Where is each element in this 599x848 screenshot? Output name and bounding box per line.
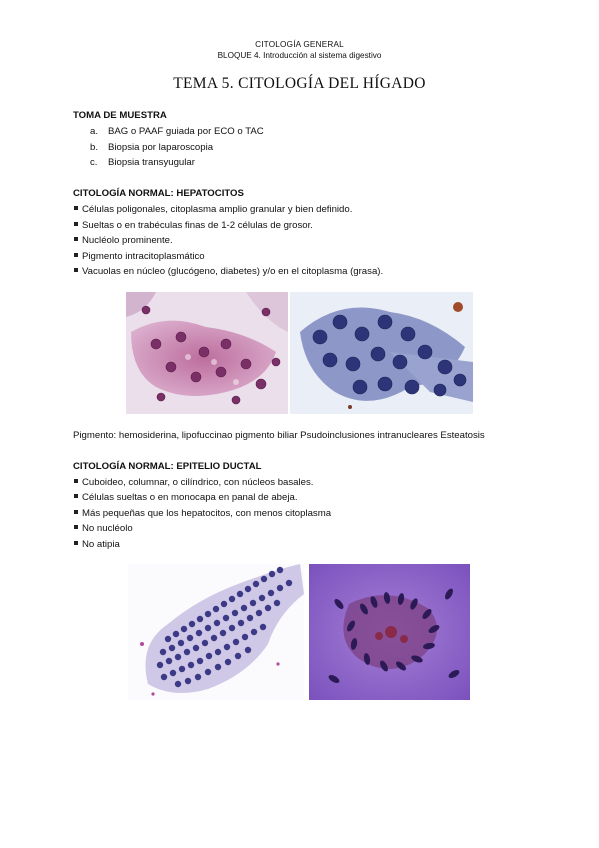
bullet-icon [74,268,78,272]
bullet-item [73,477,313,488]
bullet-item [73,508,331,519]
pigment-caption: Pigmento: hemosiderina, lipofuccinao pigmento biliar Psudoinclusiones intranucleares Esteatosis [73,430,485,441]
bullet-item [73,235,173,246]
bullet-icon [74,253,78,257]
bullet-item [73,539,120,550]
hepatocyte-micrograph-blue [290,292,473,414]
header-course: CITOLOGÍA GENERAL [255,40,344,49]
hepatocyte-micrograph-pink [126,292,288,414]
bullet-text: Células poligonales, citoplasma amplio granular y bien definido. [82,204,353,215]
bullet-item [73,204,352,215]
bullet-item [73,523,133,534]
bullet-icon [74,525,78,529]
section-heading-ductal: CITOLOGÍA NORMAL: EPITELIO DUCTAL [73,461,262,472]
bullet-icon [74,206,78,210]
bullet-text: Células sueltas o en monocapa en panal de abeja. [82,492,298,503]
list-marker: a. [90,126,99,137]
bullet-item [73,251,205,262]
list-text: Biopsia transyugular [108,157,195,168]
list-text: Biopsia por laparoscopia [108,142,214,153]
page-title: TEMA 5. CITOLOGÍA DEL HÍGADO [173,75,426,92]
bullet-text: Vacuolas en núcleo (glucógeno, diabetes) y/o en el citoplasma (grasa). [82,266,384,277]
bullet-item [73,266,383,277]
bullet-item [73,492,297,503]
header-block: BLOQUE 4. Introducción al sistema digestivo [217,51,382,60]
bullet-icon [74,510,78,514]
section-heading-hepatocitos: CITOLOGÍA NORMAL: HEPATOCITOS [73,188,244,199]
bullet-text: Nucléolo prominente. [82,235,173,246]
bullet-icon [74,222,78,226]
list-marker: c. [90,157,98,168]
bullet-text: No nucléolo [82,523,133,534]
ductal-micrograph-columnar [309,564,470,700]
bullet-text: Pigmento intracitoplasmático [82,251,205,262]
bullet-icon [74,237,78,241]
bullet-text: Más pequeñas que los hepatocitos, con menos citoplasma [82,508,332,519]
ductal-micrograph-honeycomb [128,564,304,700]
bullet-icon [74,479,78,483]
list-marker: b. [90,142,99,153]
bullet-text: Cuboideo, columnar, o cilíndrico, con núcleos basales. [82,477,314,488]
bullet-icon [74,494,78,498]
section-heading-toma: TOMA DE MUESTRA [73,110,167,121]
bullet-text: No atipia [82,539,120,550]
list-text: BAG o PAAF guiada por ECO o TAC [108,126,264,137]
bullet-item [73,220,313,231]
bullet-text: Sueltas o en trabéculas finas de 1-2 células de grosor. [82,220,313,231]
bullet-icon [74,541,78,545]
